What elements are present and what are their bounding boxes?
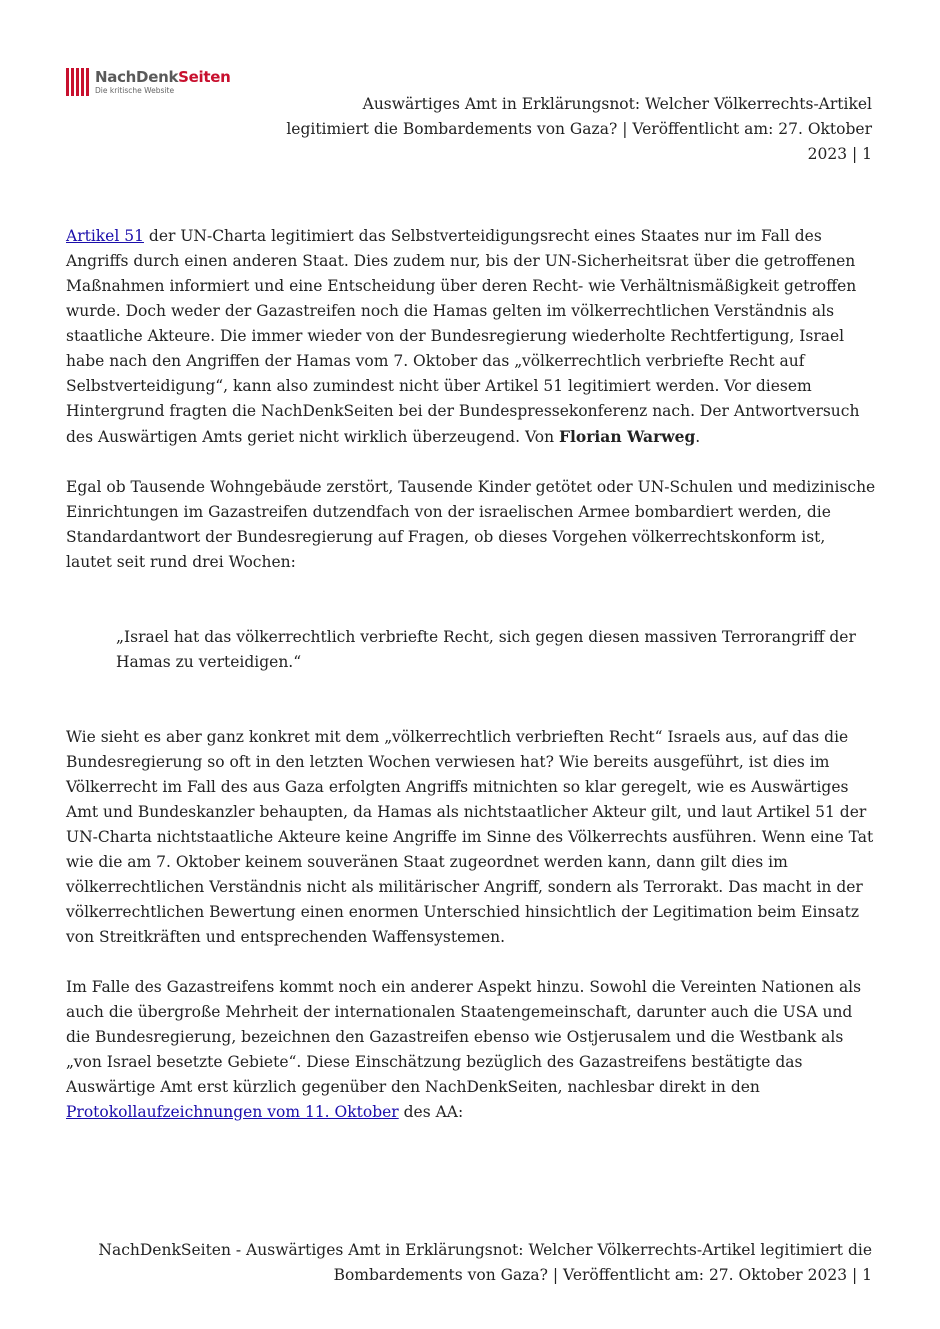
- logo-name: [95, 67, 231, 86]
- logo-name-part1: NachDenk: [95, 67, 179, 86]
- paragraph-4-end: des AA:: [398, 1103, 464, 1121]
- paragraph-4: [66, 975, 876, 1125]
- artikel-51-link[interactable]: Artikel 51: [66, 227, 144, 245]
- author-name: Florian Warweg: [558, 427, 696, 446]
- protokoll-link[interactable]: Protokollaufzeichnungen vom 11. Oktober: [66, 1103, 399, 1121]
- paragraph-intro-end: .: [695, 428, 701, 446]
- page-header: Auswärtiges Amt in Erklärungsnot: Welcher Völkerrechts-Artikel legitimiert die Bombardements von Gaza? | Veröffentlicht am: 27. Oktober 2023 | 1: [286, 95, 872, 163]
- paragraph-intro: [66, 224, 876, 450]
- article-body: [66, 224, 876, 1125]
- logo-bars-icon: [66, 68, 89, 96]
- paragraph-3: Wie sieht es aber ganz konkret mit dem „völkerrechtlich verbrieften Recht“ Israels aus, auf das die Bundesregierung so oft in den letzten Wochen verwiesen hat? Wie bereits ausgeführt, ist dies im Völkerrecht im Fall des aus Gaza erfolgten Angriffs mitnichten so klar geregelt, wie es Auswärtiges Amt und Bundeskanzler behaupten, da Hamas als nichtstaatlicher Akteur gilt, und laut Artikel 51 der UN-Charta nichtstaatliche Akteure keine Angriffe im Sinne des Völkerrechts ausführen. Wenn eine Tat wie die am 7. Oktober keinem souveränen Staat zugeordnet werden kann, dann gilt dies im völkerrechtlichen Verständnis nicht als militärischer Angriff, sondern als Terrorakt. Das macht in der völkerrechtlichen Bewertung einen enormen Unterschied hinsichtlich der Legitimation beim Einsatz von Streitkräften und entsprechenden Waffensystemen.: [66, 728, 874, 946]
- paragraph-intro-text: der UN-Charta legitimiert das Selbstverteidigungsrecht eines Staates nur im Fall des Angriffs durch einen anderen Staat. Dies zudem nur, bis der UN-Sicherheitsrat über die getroffenen Maßnahmen informiert und eine Entscheidung über deren Recht- wie Verhältnismäßigkeit getroffen wurde. Doch weder der Gazastreifen noch die Hamas gelten im völkerrechtlichen Verständnis als staatliche Akteure. Die immer wieder von der Bundesregierung wiederholte Rechtfertigung, Israel habe nach den Angriffen der Hamas vom 7. Oktober das „völkerrechtlich verbriefte Recht auf Selbstverteidigung“, kann also zumindest nicht über Artikel 51 legitimiert werden. Vor diesem Hintergrund fragten die NachDenkSeiten bei der Bundespressekonferenz nach. Der Antwortversuch des Auswärtigen Amts geriet nicht wirklich überzeugend. Von: [66, 227, 860, 446]
- logo-name-part2: Seiten: [178, 67, 231, 86]
- paragraph-2: Egal ob Tausende Wohngebäude zerstört, Tausende Kinder getötet oder UN-Schulen und medizinische Einrichtungen im Gazastreifen dutzendfach von der israelischen Armee bombardiert werden, die Standardantwort der Bundesregierung auf Fragen, ob dieses Vorgehen völkerrechtskonform ist, lautet seit rund drei Wochen:: [66, 478, 876, 571]
- logo-tagline: Die kritische Website: [95, 85, 175, 95]
- block-quote: „Israel hat das völkerrechtlich verbriefte Recht, sich gegen diesen massiven Terrorangriff der Hamas zu verteidigen.“: [116, 628, 856, 671]
- site-logo: [66, 66, 230, 98]
- page-footer: NachDenkSeiten - Auswärtiges Amt in Erklärungsnot: Welcher Völkerrechts-Artikel legitimiert die Bombardements von Gaza? | Veröffentlicht am: 27. Oktober 2023 | 1: [98, 1241, 872, 1284]
- paragraph-4-text: Im Falle des Gazastreifens kommt noch ein anderer Aspekt hinzu. Sowohl die Vereinten Nationen als auch die übergroße Mehrheit der internationalen Staatengemeinschaft, darunter auch die USA und die Bundesregierung, bezeichnen den Gazastreifen ebenso wie Ostjerusalem und die Westbank als „von Israel besetzte Gebiete“. Diese Einschätzung bezüglich des Gazastreifens bestätigte das Auswärtige Amt erst kürzlich gegenüber den NachDenkSeiten, nachlesbar direkt in den: [66, 978, 862, 1096]
